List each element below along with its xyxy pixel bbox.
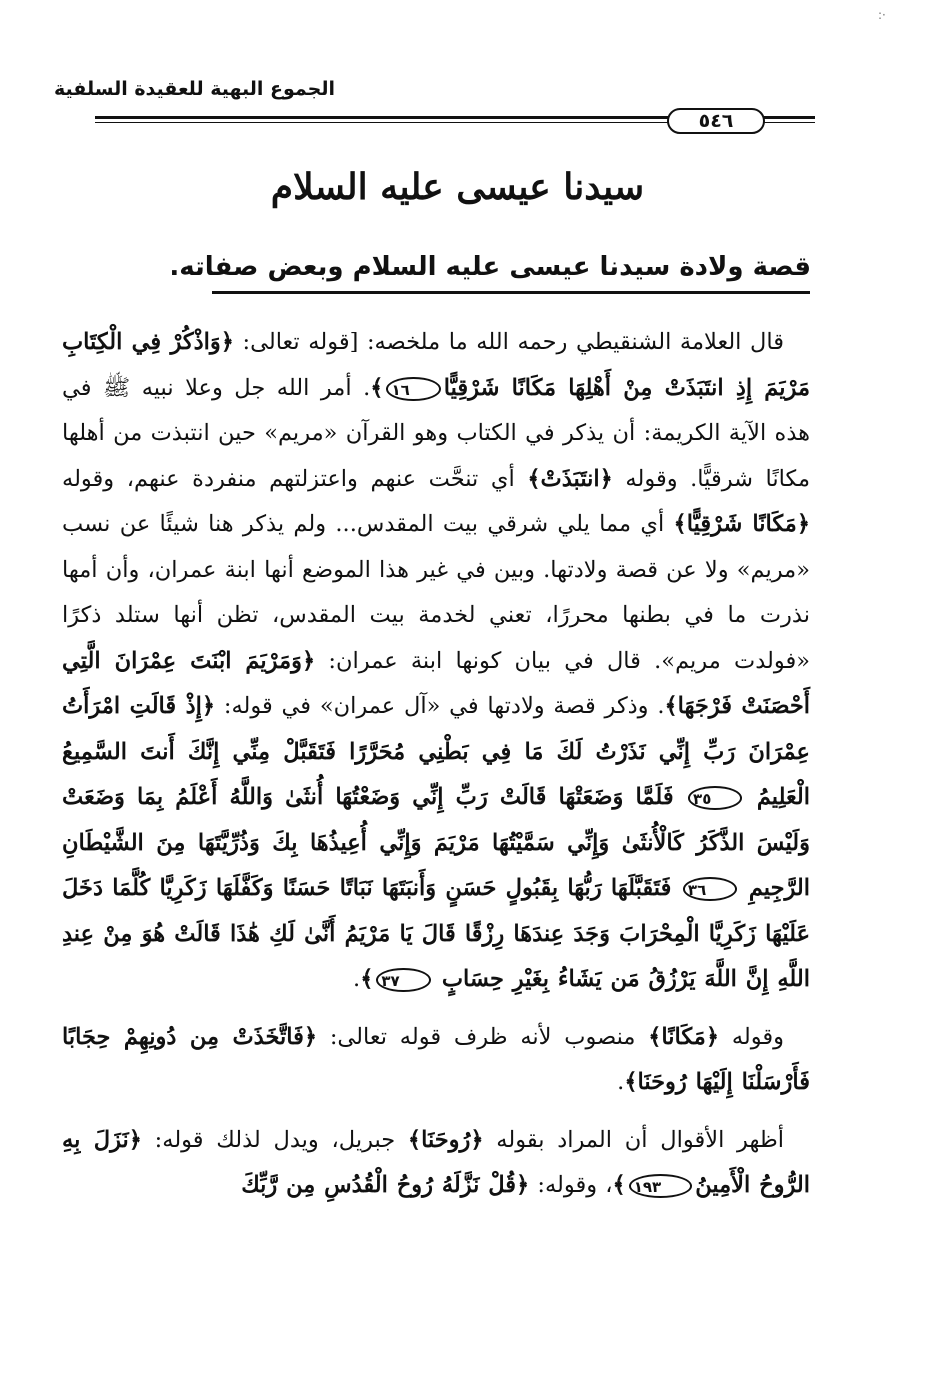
- text-run: .: [353, 966, 361, 992]
- text-run: .: [617, 1069, 625, 1095]
- ayah-number-marker: ١٦: [386, 377, 440, 401]
- subtitle-underline: [212, 291, 810, 294]
- corner-scan-mark: ·:: [878, 8, 886, 22]
- quran-verse: ﴿انتَبَذَتْ﴾: [527, 465, 613, 492]
- quran-verse: ﴿رُوحَنَا﴾: [407, 1126, 484, 1153]
- text-run: قال العلامة الشنقيطي رحمه الله ما ملخصه: [قوله تعالى:: [233, 329, 785, 355]
- quran-verse: فَلَمَّا وَضَعَتْهَا قَالَتْ رَبِّ إِنِّي وَضَعْتُهَا أُنثَىٰ وَاللَّهُ أَعْلَمُ بِمَا وَضَعَتْ وَلَيْسَ الذَّكَرُ كَالْأُنثَىٰ وَإِنِّي سَمَّيْتُهَا مَرْيَمَ وَإِنِّي أُعِيذُهَا بِكَ وَذُرِّيَّتَهَا مِنَ الشَّيْطَانِ الرَّجِيمِ: [62, 784, 811, 901]
- header-rule: [95, 108, 815, 136]
- verse-bracket: ﴾: [360, 966, 374, 992]
- quran-verse: ﴿وَاذْكُرْ فِي الْكِتَابِ مَرْيَمَ إِذِ انتَبَذَتْ مِنْ أَهْلِهَا مَكَانًا شَرْقِيًّا: [62, 329, 811, 401]
- text-run: . وذكر قصة ولادتها في «آل عمران» في قوله:: [215, 693, 665, 719]
- quran-verse: ﴿إِذْ قَالَتِ امْرَأَتُ عِمْرَانَ رَبِّ إِنِّي نَذَرْتُ لَكَ مَا فِي بَطْنِي مُحَرَّرًا فَتَقَبَّلْ مِنِّي إِنَّكَ أَنتَ السَّمِيعُ الْعَلِيمُ: [62, 693, 810, 810]
- chapter-title: سيدنا عيسى عليه السلام: [270, 166, 645, 208]
- verse-bracket: ﴾: [612, 1172, 626, 1198]
- page-number: ٥٤٦: [698, 110, 734, 132]
- paragraph-2: [62, 1015, 810, 1106]
- text-run: وقوله: [719, 1023, 784, 1050]
- body-text: [62, 320, 810, 1209]
- text-run: منصوب لأنه ظرف قوله تعالى:: [317, 1023, 649, 1050]
- verse-bracket: ﴾: [370, 374, 384, 401]
- quran-verse: ﴿وَمَرْيَمَ ابْنَتَ عِمْرَانَ الَّتِي أَحْصَنَتْ فَرْجَهَا﴾: [62, 647, 810, 719]
- quran-verse: ﴿مَكَانًا شَرْقِيًّا﴾: [673, 511, 811, 537]
- section-subtitle: قصة ولادة سيدنا عيسى عليه السلام وبعض صفاته.: [169, 252, 811, 282]
- paragraph-3: [62, 1118, 810, 1209]
- quran-verse: فَتَقَبَّلَهَا رَبُّهَا بِقَبُولٍ حَسَنٍ وَأَنبَتَهَا نَبَاتًا حَسَنًا وَكَفَّلَهَا زَكَرِيَّا كُلَّمَا دَخَلَ عَلَيْهَا زَكَرِيَّا الْمِحْرَابَ وَجَدَ عِندَهَا رِزْقًا قَالَ يَا مَرْيَمُ أَنَّىٰ لَكِ هَٰذَا قَالَتْ هُوَ مِنْ عِندِ اللَّهِ إِنَّ اللَّهَ يَرْزُقُ مَن يَشَاءُ بِغَيْرِ حِسَابٍ: [62, 875, 810, 992]
- quran-verse: ﴿مَكَانًا﴾: [648, 1023, 720, 1050]
- quran-verse: ﴿نَزَلَ بِهِ الرُّوحُ الْأَمِينُ: [62, 1126, 810, 1198]
- running-header-title: الجموع البهية للعقيدة السلفية: [54, 78, 335, 100]
- quran-verse: ﴿قُلْ نَزَّلَهُ رُوحُ الْقُدُسِ مِن رَّبِّكَ: [241, 1172, 530, 1198]
- text-run: أظهر الأقوال أن المراد بقوله: [483, 1126, 784, 1153]
- paragraph-1: [62, 320, 810, 1003]
- text-run: أي مما يلي شرقي بيت المقدس... ولم يذكر هنا شيئًا عن نسب «مريم» ولا عن قصة ولادتها. وبين في غير هذا الموضع أنها ابنة عمران، وأن أمها نذرت ما في بطنها محررًا، تعني لخدمة بيت المقدس، تظن أنها ستلد ذكرًا «فولدت مريم». قال في بيان كونها ابنة عمران:: [62, 511, 811, 674]
- quran-verse: ﴿فَاتَّخَذَتْ مِن دُونِهِمْ حِجَابًا فَأَرْسَلْنَا إِلَيْهَا رُوحَنَا﴾: [62, 1023, 810, 1095]
- ayah-number-marker: ٣٧: [376, 968, 430, 992]
- ayah-number-marker: ٣٥: [688, 786, 742, 810]
- text-run: . أمر الله جل وعلا نبيه ﷺ في هذه الآية الكريمة: أن يذكر في الكتاب وهو القرآن «مريم» حين انتبذت من أهلها مكانًا شرقيًّا. وقوله: [62, 374, 811, 492]
- ayah-number-marker: ١٩٣: [629, 1174, 692, 1198]
- page-number-badge: [667, 108, 765, 134]
- text-run: جبريل، ويدل لذلك قوله:: [141, 1126, 408, 1153]
- text-run: ، وقوله:: [529, 1172, 613, 1198]
- ayah-number-marker: ٣٦: [683, 877, 737, 901]
- text-run: أي تنحَّت عنهم واعتزلتهم منفردة عنهم، وقوله: [62, 465, 528, 492]
